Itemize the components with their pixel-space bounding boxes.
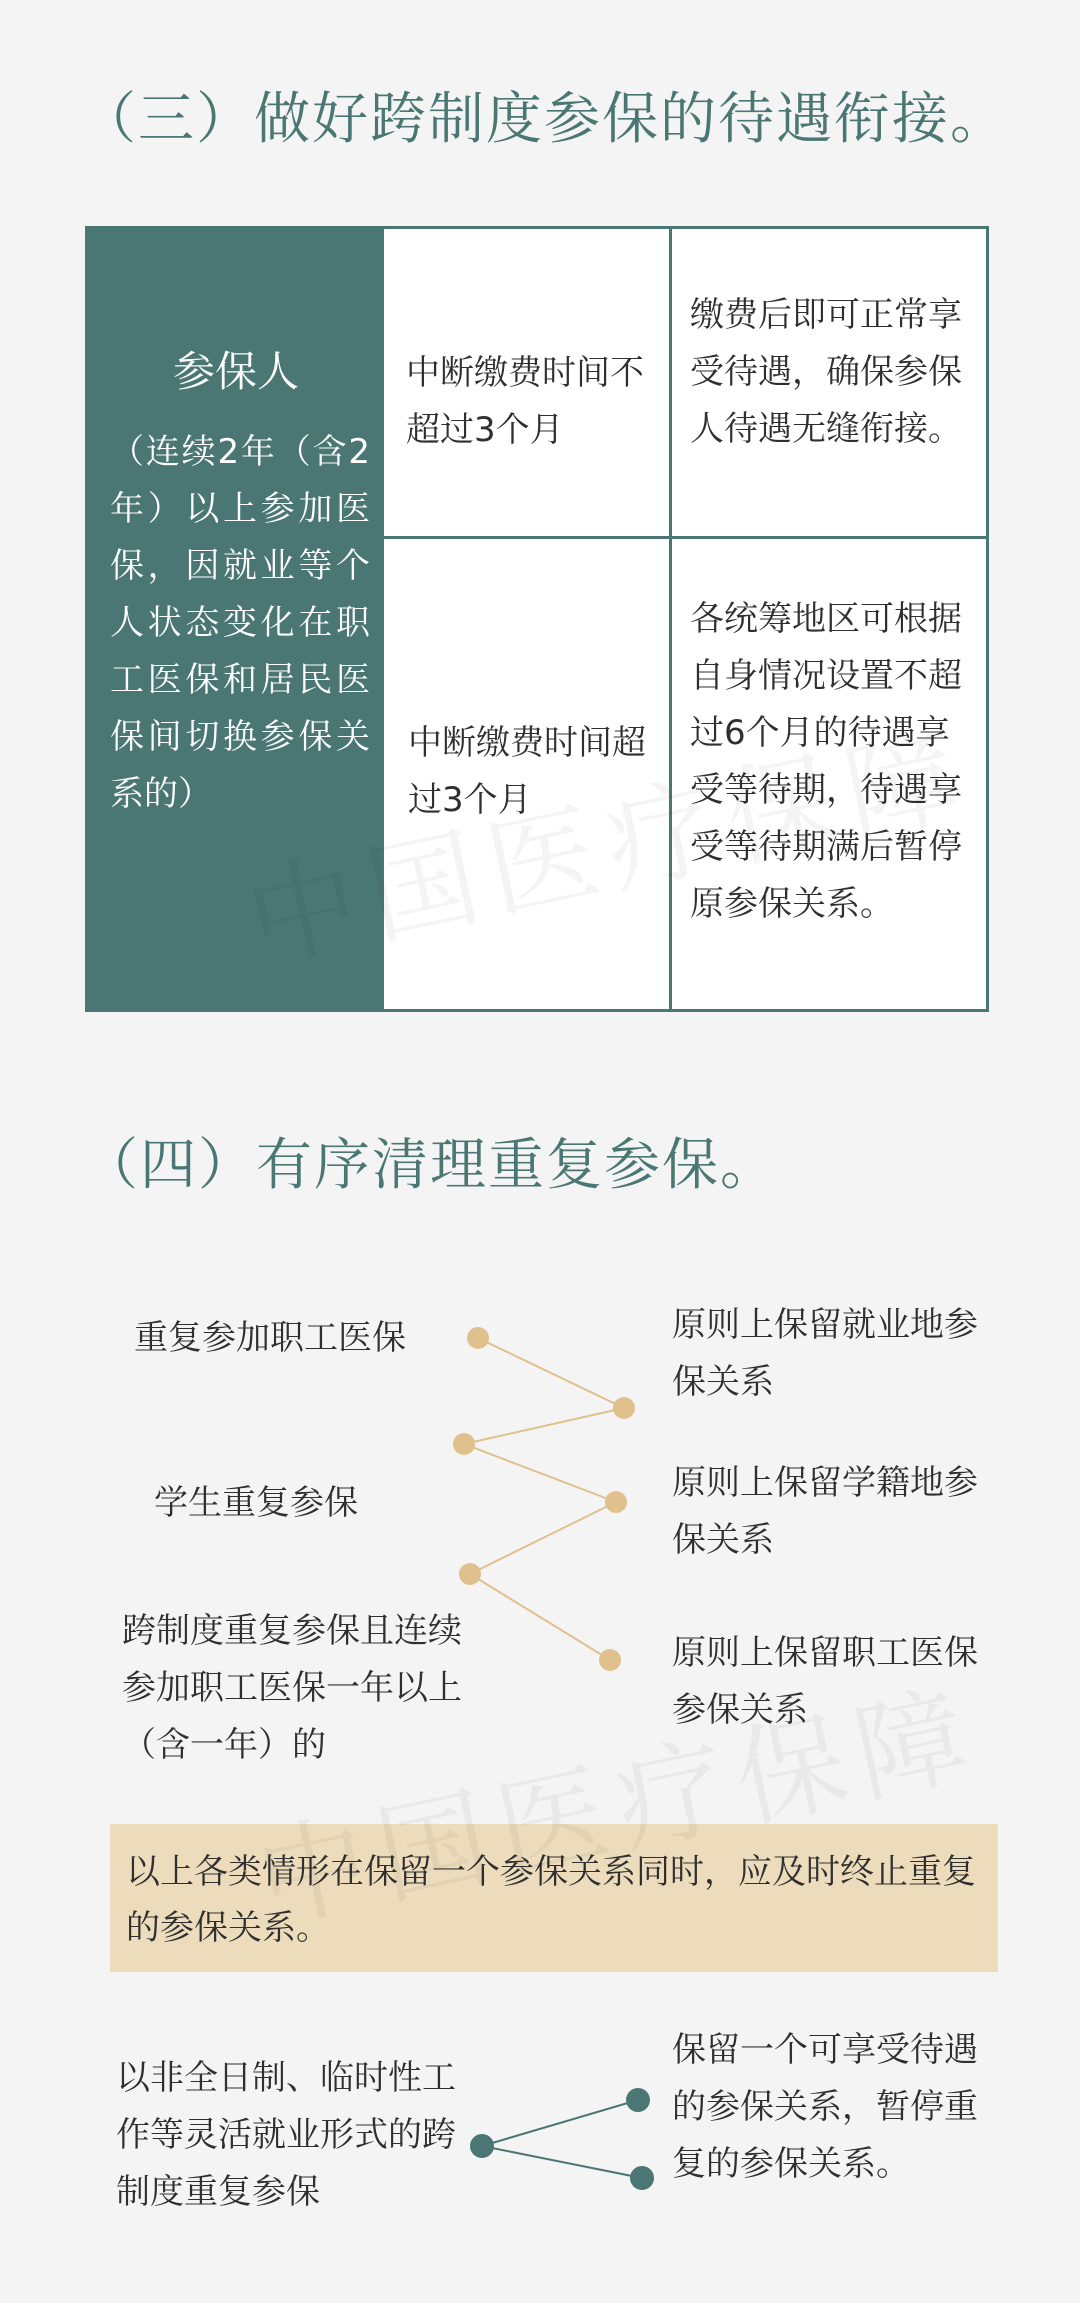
connector-dot: [613, 1397, 635, 1419]
connector-line: [478, 1338, 624, 1408]
situation-2: 学生重复参保: [154, 1483, 358, 1523]
table-left-heading: 参保人: [172, 347, 299, 396]
connector-dot: [626, 2088, 650, 2112]
table-row-1-result: 缴费后即可正常享受待遇，确保参保人待遇无缝衔接。: [690, 295, 962, 449]
situation-3: 跨制度重复参保且连续参加职工医保一年以上（含一年）的: [122, 1611, 462, 1765]
connector-dot: [605, 1491, 627, 1513]
connector-line: [482, 2146, 642, 2178]
connector-dot: [470, 2134, 494, 2158]
connector-dot: [467, 1327, 489, 1349]
connector-line: [482, 2100, 638, 2146]
section-4-title: （四）有序清理重复参保。: [82, 1133, 778, 1198]
table-divider-horizontal: [384, 536, 986, 539]
rule-2: 原则上保留学籍地参保关系: [672, 1463, 978, 1560]
rule-3: 原则上保留职工医保参保关系: [672, 1633, 978, 1730]
table-row-1-condition: 中断缴费时间不超过3个月: [406, 353, 644, 450]
termination-note-text: 以上各类情形在保留一个参保关系同时，应及时终止重复的参保关系。: [126, 1852, 976, 1948]
situation-1: 重复参加职工医保: [134, 1318, 406, 1358]
table-row-2-condition: 中断缴费时间超过3个月: [408, 723, 646, 820]
connector-line: [464, 1408, 624, 1444]
table-left-description: （连续2年（含2年）以上参加医保，因就业等个人状态变化在职工医保和居民医保间切换参保关系的）: [110, 432, 370, 814]
connector-dot: [599, 1649, 621, 1671]
rule-1: 原则上保留就业地参保关系: [672, 1305, 978, 1402]
connector-dot: [453, 1433, 475, 1455]
connector-line: [470, 1574, 610, 1660]
connector-line: [464, 1444, 616, 1502]
flexible-situation: 以非全日制、临时性工作等灵活就业形式的跨制度重复参保: [116, 2058, 456, 2212]
connector-dot: [630, 2166, 654, 2190]
connector-dot: [459, 1563, 481, 1585]
section-3-title: （三）做好跨制度参保的待遇衔接。: [80, 87, 1008, 152]
table-row-2-result: 各统筹地区可根据自身情况设置不超过6个月的待遇享受等待期，待遇享受等待期满后暂停原参保关系。: [690, 599, 962, 924]
connector-line: [470, 1502, 616, 1574]
flexible-rule: 保留一个可享受待遇的参保关系，暂停重复的参保关系。: [672, 2030, 978, 2184]
